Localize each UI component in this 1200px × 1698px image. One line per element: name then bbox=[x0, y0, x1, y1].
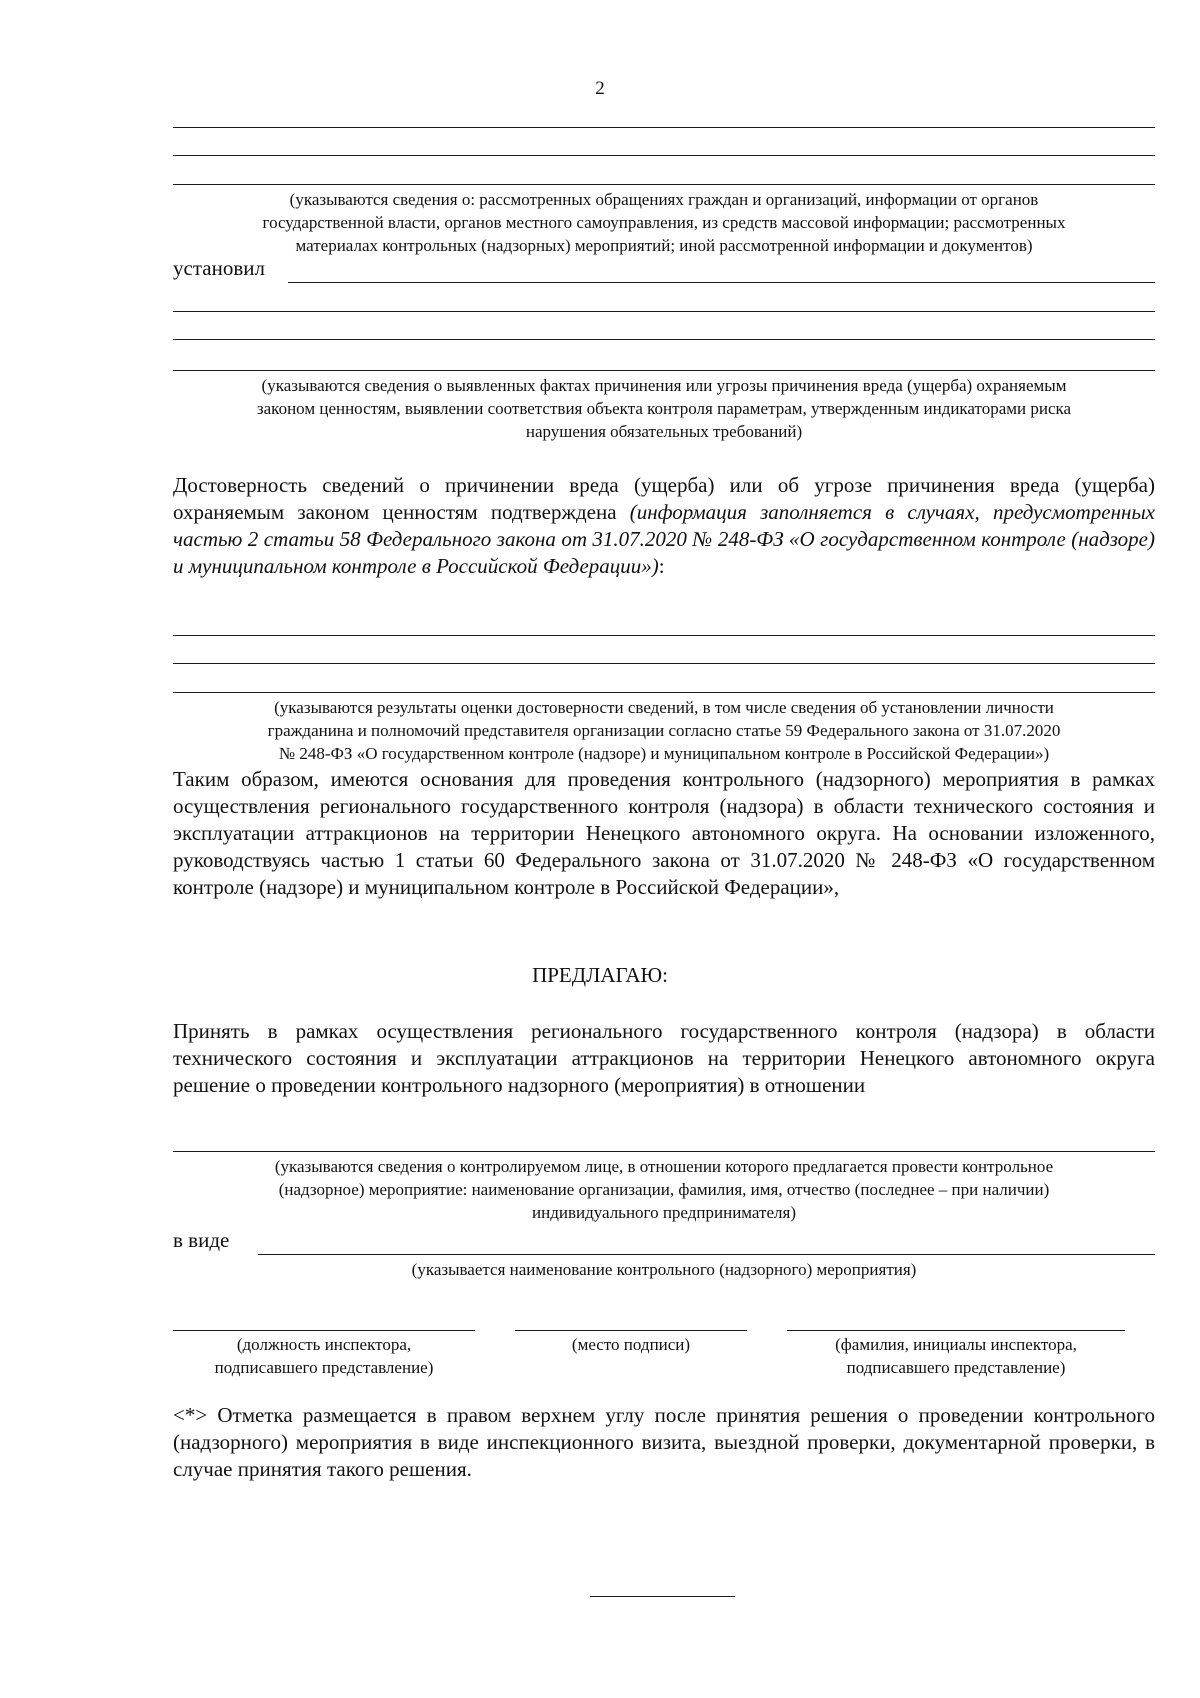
blank-line bbox=[173, 370, 1155, 371]
reliability-paragraph: Достоверность сведений о причинении вреда (ущерба) или об угрозе причинения вреда (ущерба) охраняемым законом ценностям подтверждена (информация заполняется в случаях, предусмотренных частью 2 статьи 58 Федерального закона от 31.07.2020 № 248-ФЗ «О государственном контроле (надзоре) и муниципальном контроле в Российской Федерации»): bbox=[173, 473, 1155, 578]
blank-line bbox=[173, 663, 1155, 664]
blank-line bbox=[173, 1151, 1155, 1152]
blank-line bbox=[288, 282, 1155, 283]
blank-line bbox=[173, 127, 1155, 128]
harm-facts-caption: (указываются сведения о выявленных фактах причинения или угрозы причинения вреда (ущерба) охраняемым законом ценностям, выявлении соответствия объекта контроля параметрам, утвержденным индикаторами риска нарушения обязательных требований) bbox=[256, 376, 1072, 441]
signature-line-name bbox=[787, 1330, 1125, 1331]
blank-line bbox=[173, 184, 1155, 185]
blank-line bbox=[173, 635, 1155, 636]
heading-propose: ПРЕДЛАГАЮ: bbox=[532, 963, 668, 987]
established-label: установил bbox=[173, 256, 265, 280]
blank-line bbox=[173, 692, 1155, 693]
considered-info-caption: (указываются сведения о: рассмотренных обращениях граждан и организаций, информации от органов государственной власти, органов местного самоуправления, из средств массовой информации; рассмотренных материалах контрольных (надзорных) мероприятий; иной рассмотренной информации и документов) bbox=[262, 190, 1066, 255]
blank-line bbox=[173, 311, 1155, 312]
blank-line bbox=[173, 339, 1155, 340]
event-type-caption: (указывается наименование контрольного (надзорного) мероприятия) bbox=[411, 1260, 917, 1279]
blank-line bbox=[173, 155, 1155, 156]
end-rule bbox=[590, 1596, 735, 1597]
blank-line bbox=[258, 1254, 1155, 1255]
reliability-caption: (указываются результаты оценки достоверности сведений, в том числе сведения об установлении личности гражданина и полномочий представителя организации согласно статье 59 Федерального закона от 31.07.2020 № 248-ФЗ «О государственном контроле (надзоре) и муниципальном контроле в Российской Федерации») bbox=[267, 698, 1061, 763]
signature-caption-position: (должность инспектора, подписавшего представление) bbox=[214, 1335, 434, 1377]
controlled-person-caption: (указываются сведения о контролируемом лице, в отношении которого предлагается провести контрольное (надзорное) мероприятие: наименование организации, фамилия, имя, отчество (последнее – при наличии) индивидуального предпринимателя) bbox=[274, 1157, 1054, 1222]
reliability-note: (информация заполняется в случаях, предусмотренных частью 2 статьи 58 Федерального закона от 31.07.2020 № 248-ФЗ «О государственном контроле (надзоре) и муниципальном контроле в Российской Федерации») bbox=[173, 500, 1155, 578]
signature-caption-place: (место подписи) bbox=[571, 1335, 691, 1354]
proposal-paragraph: Принять в рамках осуществления регионального государственного контроля (надзора) в области технического состояния и эксплуатации аттракционов на территории Ненецкого автономного округа решение о проведении контрольного надзорного (мероприятия) в отношении bbox=[173, 1019, 1155, 1097]
grounds-paragraph: Таким образом, имеются основания для проведения контрольного (надзорного) мероприятия в рамках осуществления регионального государственного контроля (надзора) в области технического состояния и эксплуатации аттракционов на территории Ненецкого автономного округа. На основании изложенного, руководствуясь частью 1 статьи 60 Федерального закона от 31.07.2020 № 248-ФЗ «О государственном контроле (надзоре) и муниципальном контроле в Российской Федерации», bbox=[173, 767, 1155, 899]
signature-line-position bbox=[173, 1330, 475, 1331]
signature-line-place bbox=[515, 1330, 747, 1331]
footnote: <*> Отметка размещается в правом верхнем углу после принятия решения о проведении контрольного (надзорного) мероприятия в виде инспекционного визита, выездной проверки, документарной проверки, в случае принятия такого решения. bbox=[173, 1403, 1155, 1481]
signature-caption-name: (фамилия, инициалы инспектора, подписавшего представление) bbox=[835, 1335, 1077, 1377]
event-type-label: в виде bbox=[173, 1228, 230, 1252]
reliability-text: Достоверность сведений о причинении вреда (ущерба) или об угрозе причинения вреда (ущерба) охраняемым законом ценностям подтверждена bbox=[173, 473, 1155, 524]
page-number: 2 bbox=[595, 78, 605, 99]
